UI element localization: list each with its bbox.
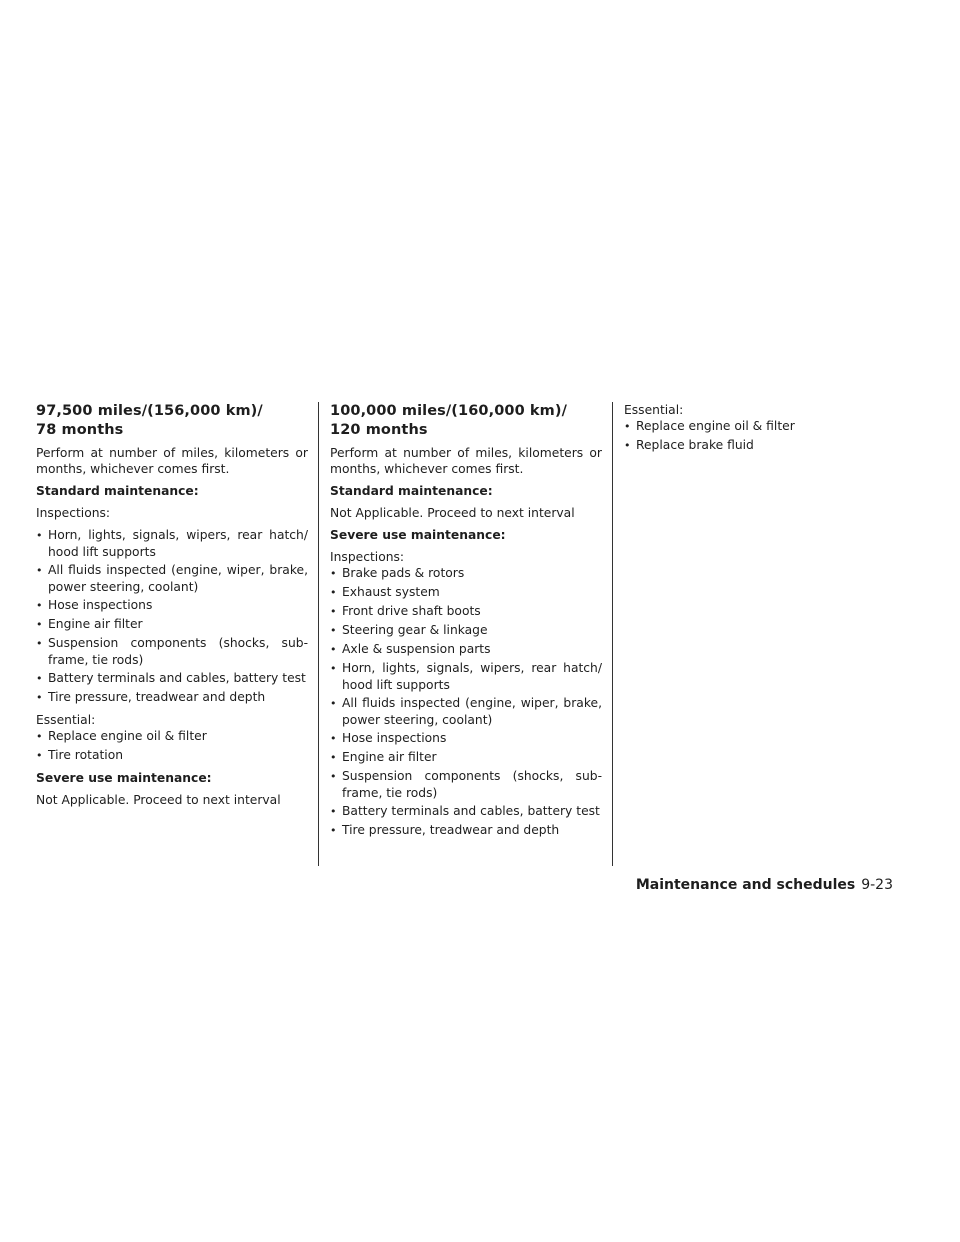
interval-intro: Perform at number of miles, kilometers or months, whichever comes first. xyxy=(330,446,602,476)
essential-list xyxy=(624,418,896,454)
severe-maintenance-label: Severe use maintenance: xyxy=(36,771,212,785)
list-item: • All fluids inspected (engine, wiper, brake, power steering, coolant) xyxy=(330,695,602,728)
page-footer xyxy=(636,877,893,893)
column-97500-miles xyxy=(36,402,308,814)
inspections-list xyxy=(36,527,308,706)
column-divider xyxy=(612,402,613,866)
heading-line-1: 97,500 miles/(156,000 km)/ xyxy=(36,403,263,419)
inspections-label: Inspections: xyxy=(36,506,111,520)
list-item: • Horn, lights, signals, wipers, rear hatch/ hood lift supports xyxy=(330,660,602,693)
section-title: Maintenance and schedules xyxy=(635,877,856,893)
interval-heading xyxy=(330,402,602,440)
column-100000-miles xyxy=(330,402,602,845)
list-item: • Replace engine oil & filter xyxy=(624,418,896,435)
list-item: • Tire pressure, treadwear and depth xyxy=(36,689,308,706)
list-item: • Horn, lights, signals, wipers, rear hatch/ hood lift supports xyxy=(36,527,308,560)
severe-maintenance-label: Severe use maintenance: xyxy=(330,528,506,542)
inspections-label: Inspections: xyxy=(330,550,405,564)
heading-line-2: 78 months xyxy=(36,422,124,438)
list-item: • All fluids inspected (engine, wiper, brake, power steering, coolant) xyxy=(36,562,308,595)
list-item: • Suspension components (shocks, sub-frame, tie rods) xyxy=(330,768,602,801)
heading-line-2: 120 months xyxy=(330,422,428,438)
essential-label: Essential: xyxy=(36,713,96,727)
list-item: • Steering gear & linkage xyxy=(330,622,602,639)
list-item: • Engine air filter xyxy=(330,749,602,766)
essential-list xyxy=(36,728,308,764)
page-number: 9-23 xyxy=(861,877,893,893)
interval-heading xyxy=(36,402,308,440)
list-item: • Replace brake fluid xyxy=(624,437,896,454)
list-item: • Tire rotation xyxy=(36,747,308,764)
interval-intro: Perform at number of miles, kilometers or months, whichever comes first. xyxy=(36,446,308,476)
list-item: • Battery terminals and cables, battery test xyxy=(36,670,308,687)
standard-maintenance-text: Not Applicable. Proceed to next interval xyxy=(330,506,575,520)
list-item: • Exhaust system xyxy=(330,584,602,601)
inspections-list xyxy=(330,565,602,839)
severe-maintenance-text: Not Applicable. Proceed to next interval xyxy=(36,793,281,807)
standard-maintenance-label: Standard maintenance: xyxy=(36,484,199,498)
list-item: • Engine air filter xyxy=(36,616,308,633)
column-divider xyxy=(318,402,319,866)
standard-maintenance-label: Standard maintenance: xyxy=(330,484,493,498)
essential-label: Essential: xyxy=(624,403,684,417)
list-item: • Suspension components (shocks, sub-frame, tie rods) xyxy=(36,635,308,668)
heading-line-1: 100,000 miles/(160,000 km)/ xyxy=(330,403,567,419)
list-item: • Hose inspections xyxy=(36,597,308,614)
list-item: • Hose inspections xyxy=(330,730,602,747)
list-item: • Battery terminals and cables, battery test xyxy=(330,803,602,820)
column-continued xyxy=(624,402,896,460)
list-item: • Axle & suspension parts xyxy=(330,641,602,658)
list-item: • Tire pressure, treadwear and depth xyxy=(330,822,602,839)
list-item: • Replace engine oil & filter xyxy=(36,728,308,745)
list-item: • Front drive shaft boots xyxy=(330,603,602,620)
list-item: • Brake pads & rotors xyxy=(330,565,602,582)
